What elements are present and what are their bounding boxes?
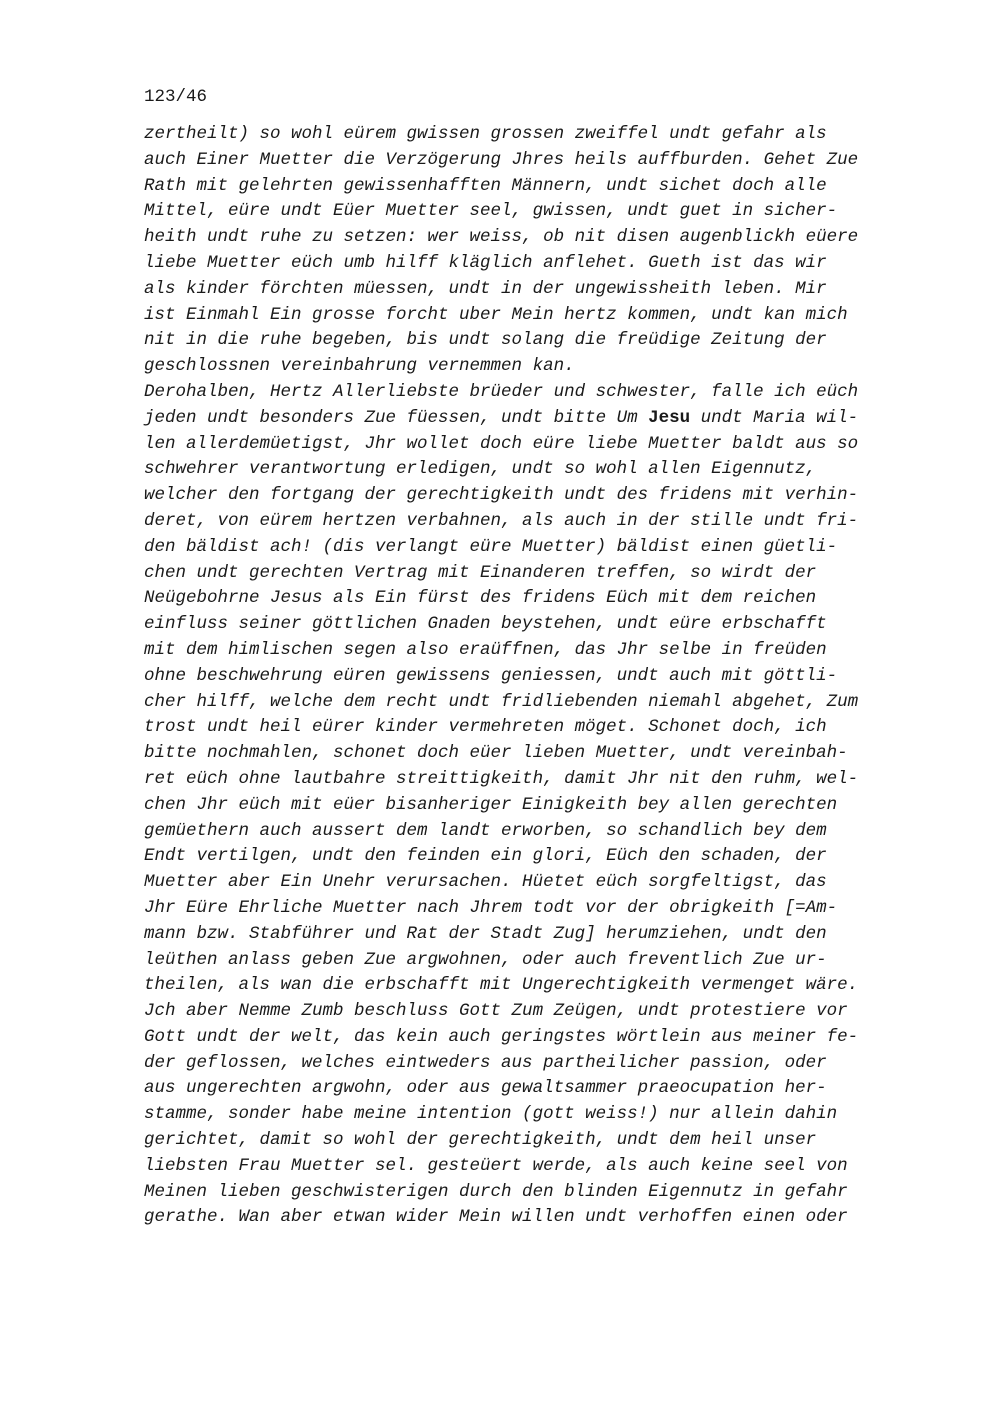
text-segment: den bäldist ach! (dis verlangt eüre Muetter) bäldist einen güetli- (144, 536, 838, 557)
text-segment: chen undt gerechten Vertrag mit Einanderen treffen, so wirdt der (144, 562, 817, 583)
text-line (144, 664, 924, 690)
text-line (144, 199, 924, 225)
text-segment: heith undt ruhe zu setzen: wer weiss, ob nit disen augenblickh eüere (144, 227, 859, 248)
text-segment: welcher den fortgang der gerechtigkeith undt des fridens mit verhin- (144, 485, 859, 506)
text-line (144, 922, 924, 948)
text-line (144, 561, 924, 587)
text-line (144, 277, 924, 303)
text-line (144, 303, 924, 329)
text-line (144, 1051, 924, 1077)
text-line (144, 328, 924, 354)
text-segment: undt Maria wil- (690, 407, 859, 428)
text-segment: mit dem himlischen segen also eraüffnen, das Jhr selbe in freüden (144, 639, 827, 660)
text-segment: schwehrer verantwortung erledigen, undt so wohl allen Eigennutz, (144, 459, 817, 480)
text-segment: Derohalben, Hertz Allerliebste brüeder und schwester, falle ich eüch (144, 381, 859, 402)
text-segment: ist Einmahl Ein grosse forcht uber Mein hertz kommen, undt kan mich (144, 304, 848, 325)
text-line (144, 819, 924, 845)
text-segment: liebsten Frau Muetter sel. gesteüert werde, als auch keine seel von (144, 1155, 848, 1176)
text-line (144, 741, 924, 767)
body-text (144, 122, 924, 1231)
text-segment: trost undt heil eürer kinder vermehreten möget. Schonet doch, ich (144, 717, 827, 738)
text-segment: len allerdemüetigst, Jhr wollet doch eüre liebe Muetter baldt aus so (144, 433, 859, 454)
text-line (144, 767, 924, 793)
text-line (144, 999, 924, 1025)
text-segment: geschlossnen vereinbahrung vernemmen kan. (144, 356, 575, 377)
text-line (144, 690, 924, 716)
text-line (144, 973, 924, 999)
text-line (144, 432, 924, 458)
text-line (144, 638, 924, 664)
text-segment: Mittel, eüre undt Eüer Muetter seel, gwissen, undt guet in sicher- (144, 201, 838, 222)
text-segment: jeden undt besonders Zue füessen, undt bitte Um (144, 407, 649, 428)
text-line (144, 1180, 924, 1206)
text-segment: cher hilff, welche dem recht undt fridliebenden niemahl abgehet, Zum (144, 691, 859, 712)
text-line (144, 483, 924, 509)
text-segment: mann bzw. Stabführer und Rat der Stadt Zug] herumziehen, undt den (144, 923, 827, 944)
text-segment: gemüethern auch aussert dem landt erworben, so schandlich bey dem (144, 820, 827, 841)
text-line (144, 354, 924, 380)
text-line (144, 174, 924, 200)
text-line (144, 1076, 924, 1102)
bold-text-segment: Jesu (648, 407, 691, 428)
text-segment: Endt vertilgen, undt den feinden ein glori, Eüch den schaden, der (144, 846, 827, 867)
text-line (144, 225, 924, 251)
text-line (144, 380, 924, 406)
text-segment: Rath mit gelehrten gewissenhafften Männern, undt sichet doch alle (144, 175, 827, 196)
text-segment: gerichtet, damit so wohl der gerechtigkeith, undt dem heil unser (144, 1130, 817, 1151)
text-line (144, 1205, 924, 1231)
text-segment: stamme, sonder habe meine intention (gott weiss!) nur allein dahin (144, 1104, 838, 1125)
text-line (144, 844, 924, 870)
text-segment: Jhr Eüre Ehrliche Muetter nach Jhrem todt vor der obrigkeith [=Am- (144, 897, 838, 918)
text-segment: Muetter aber Ein Unehr verursachen. Hüetet eüch sorgfeltigst, das (144, 872, 827, 893)
text-line (144, 896, 924, 922)
text-segment: Gott undt der welt, das kein auch geringstes wörtlein aus meiner fe- (144, 1026, 859, 1047)
text-line (144, 251, 924, 277)
text-segment: Meinen lieben geschwisterigen durch den blinden Eigennutz in gefahr (144, 1181, 848, 1202)
text-line (144, 406, 924, 432)
text-line (144, 509, 924, 535)
text-line (144, 612, 924, 638)
text-segment: gerathe. Wan aber etwan wider Mein willen undt verhoffen einen oder (144, 1207, 848, 1228)
text-line (144, 948, 924, 974)
text-segment: als kinder förchten müessen, undt in der ungewissheith leben. Mir (144, 278, 827, 299)
text-segment: zertheilt) so wohl eürem gwissen grossen zweiffel undt gefahr als (144, 124, 827, 144)
text-line (144, 1025, 924, 1051)
text-line (144, 148, 924, 174)
text-line (144, 715, 924, 741)
text-segment: Jch aber Nemme Zumb beschluss Gott Zum Zeügen, undt protestiere vor (144, 1001, 848, 1022)
text-line (144, 793, 924, 819)
text-line (144, 1128, 924, 1154)
text-line (144, 1154, 924, 1180)
text-line (144, 870, 924, 896)
text-line (144, 1102, 924, 1128)
text-segment: chen Jhr eüch mit eüer bisanheriger Einigkeith bey allen gerechten (144, 794, 838, 815)
text-segment: einfluss seiner göttlichen Gnaden beystehen, undt eüre erbschafft (144, 614, 827, 635)
text-line (144, 122, 924, 148)
text-segment: auch Einer Muetter die Verzögerung Jhres heils auffburden. Gehet Zue (144, 149, 859, 170)
text-line (144, 535, 924, 561)
text-segment: Neügebohrne Jesus als Ein fürst des fridens Eüch mit dem reichen (144, 588, 817, 609)
text-segment: liebe Muetter eüch umb hilff kläglich anflehet. Gueth ist das wir (144, 252, 827, 273)
text-segment: der geflossen, welches eintweders aus partheilicher passion, oder (144, 1052, 827, 1073)
text-segment: deret, von eürem hertzen verbahnen, als auch in der stille undt fri- (144, 510, 859, 531)
text-segment: ohne beschwehrung eüren gewissens geniessen, undt auch mit göttli- (144, 665, 838, 686)
text-segment: aus ungerechten argwohn, oder aus gewaltsammer praeocupation her- (144, 1078, 827, 1099)
text-segment: nit in die ruhe begeben, bis undt solang die freüdige Zeitung der (144, 330, 827, 351)
page-number: 123/46 (144, 87, 208, 107)
text-line (144, 457, 924, 483)
text-segment: theilen, als wan die erbschafft mit Ungerechtigkeith vermenget wäre. (144, 975, 859, 996)
text-segment: leüthen anlass geben Zue argwohnen, oder auch freventlich Zue ur- (144, 949, 827, 970)
text-segment: ret eüch ohne lautbahre streittigkeith, damit Jhr nit den ruhm, wel- (144, 768, 859, 789)
text-segment: bitte nochmahlen, schonet doch eüer lieben Muetter, undt vereinbah- (144, 743, 848, 764)
text-line (144, 586, 924, 612)
